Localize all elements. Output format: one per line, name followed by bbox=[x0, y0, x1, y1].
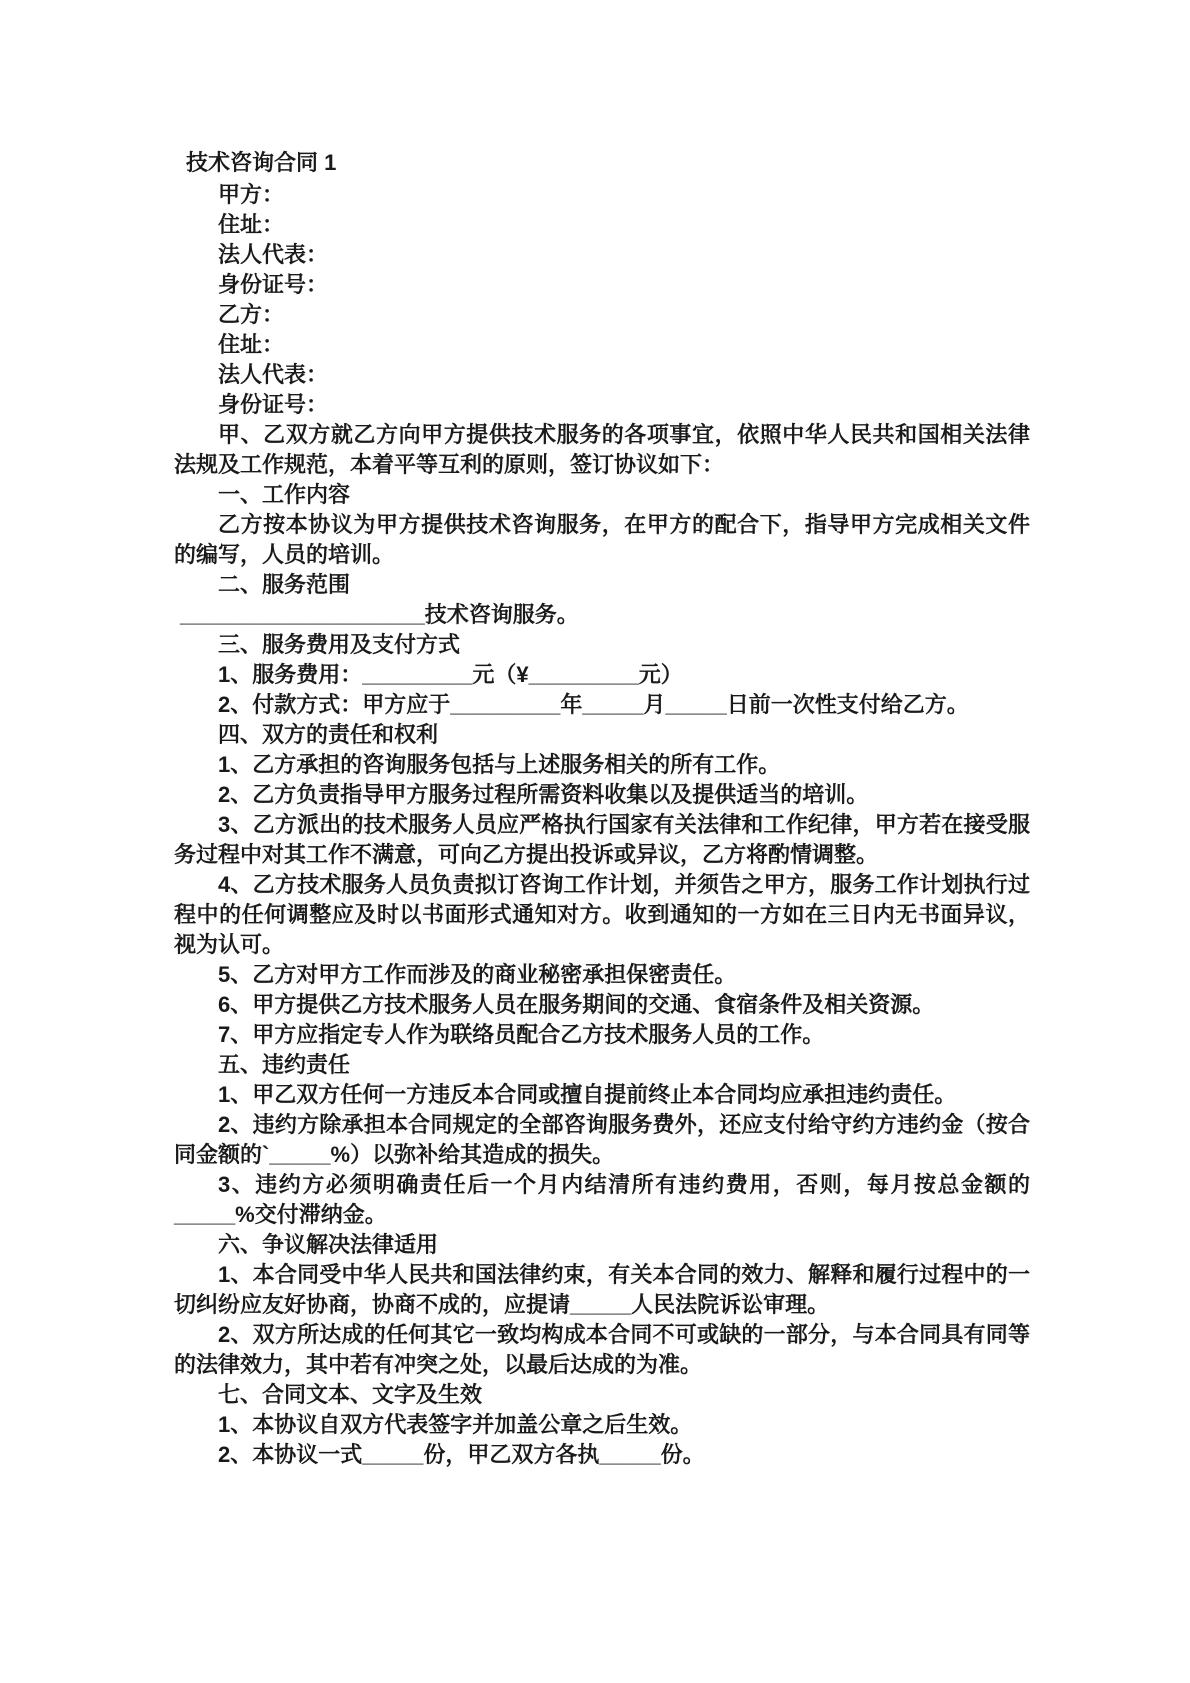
preamble-paragraph: 甲、乙双方就乙方向甲方提供技术服务的各项事宜，依照中华人民共和国相关法律法规及工作规范，本着平等互利的原则，签订协议如下： bbox=[174, 422, 1030, 477]
party-b-address: 住址： bbox=[218, 332, 285, 357]
section-6-item-1: 1、本合同受中华人民共和国法律约束，有关本合同的效力、解释和履行过程中的一切纠纷应友好协商，协商不成的，应提请_____人民法院诉讼审理。 bbox=[174, 1262, 1030, 1317]
doc-title: 技术咨询合同 1 bbox=[186, 150, 337, 175]
section-2-blank-line: ____________________技术咨询服务。 bbox=[180, 602, 579, 627]
section-4-item-2: 2、乙方负责指导甲方服务过程所需资料收集以及提供适当的培训。 bbox=[218, 782, 869, 807]
section-5-item-3: 3、违约方必须明确责任后一个月内结清所有违约费用，否则，每月按总金额的_____%交付滞纳金。 bbox=[174, 1172, 1030, 1227]
section-5-heading: 五、违约责任 bbox=[218, 1052, 351, 1077]
section-3-item-2: 2、付款方式：甲方应于_________年_____月_____日前一次性支付给乙方。 bbox=[218, 692, 969, 717]
section-2-heading: 二、服务范围 bbox=[218, 572, 351, 597]
section-5-item-1: 1、甲乙双方任何一方违反本合同或擅自提前终止本合同均应承担违约责任。 bbox=[218, 1082, 957, 1107]
section-4-item-6: 6、甲方提供乙方技术服务人员在服务期间的交通、食宿条件及相关资源。 bbox=[218, 992, 935, 1017]
party-b-label: 乙方： bbox=[218, 302, 285, 327]
party-b-legal-rep: 法人代表： bbox=[218, 362, 329, 387]
section-7-item-1: 1、本协议自双方代表签字并加盖公章之后生效。 bbox=[218, 1412, 693, 1437]
section-3-item-1: 1、服务费用：_________元（¥_________元） bbox=[218, 662, 683, 687]
section-7-heading: 七、合同文本、文字及生效 bbox=[218, 1382, 483, 1407]
section-4-item-4: 4、乙方技术服务人员负责拟订咨询工作计划，并须告之甲方，服务工作计划执行过程中的任何调整应及时以书面形式通知对方。收到通知的一方如在三日内无书面异议，视为认可。 bbox=[174, 872, 1030, 957]
section-4-item-1: 1、乙方承担的咨询服务包括与上述服务相关的所有工作。 bbox=[218, 752, 781, 777]
section-5-item-2: 2、违约方除承担本合同规定的全部咨询服务费外，还应支付给守约方违约金（按合同金额的`_____%）以弥补给其造成的损失。 bbox=[174, 1112, 1030, 1167]
party-b-id-number: 身份证号： bbox=[218, 392, 329, 417]
party-a-id-number: 身份证号： bbox=[218, 272, 329, 297]
section-4-item-3: 3、乙方派出的技术服务人员应严格执行国家有关法律和工作纪律，甲方若在接受服务过程中对其工作不满意，可向乙方提出投诉或异议，乙方将酌情调整。 bbox=[174, 812, 1030, 867]
party-a-address: 住址： bbox=[218, 212, 285, 237]
party-a-label: 甲方： bbox=[218, 182, 285, 207]
section-1-paragraph: 乙方按本协议为甲方提供技术咨询服务，在甲方的配合下，指导甲方完成相关文件的编写，人员的培训。 bbox=[174, 512, 1030, 567]
section-4-heading: 四、双方的责任和权利 bbox=[218, 722, 439, 747]
section-6-heading: 六、争议解决法律适用 bbox=[218, 1232, 439, 1257]
section-4-item-5: 5、乙方对甲方工作而涉及的商业秘密承担保密责任。 bbox=[218, 962, 737, 987]
section-1-heading: 一、工作内容 bbox=[218, 482, 351, 507]
contract-document bbox=[174, 148, 1030, 1470]
section-3-heading: 三、服务费用及支付方式 bbox=[218, 632, 461, 657]
party-a-legal-rep: 法人代表： bbox=[218, 242, 329, 267]
section-6-item-2: 2、双方所达成的任何其它一致均构成本合同不可或缺的一部分，与本合同具有同等的法律效力，其中若有冲突之处，以最后达成的为准。 bbox=[174, 1322, 1030, 1377]
section-4-item-7: 7、甲方应指定专人作为联络员配合乙方技术服务人员的工作。 bbox=[218, 1022, 825, 1047]
section-7-item-2: 2、本协议一式_____份，甲乙双方各执_____份。 bbox=[218, 1442, 705, 1467]
